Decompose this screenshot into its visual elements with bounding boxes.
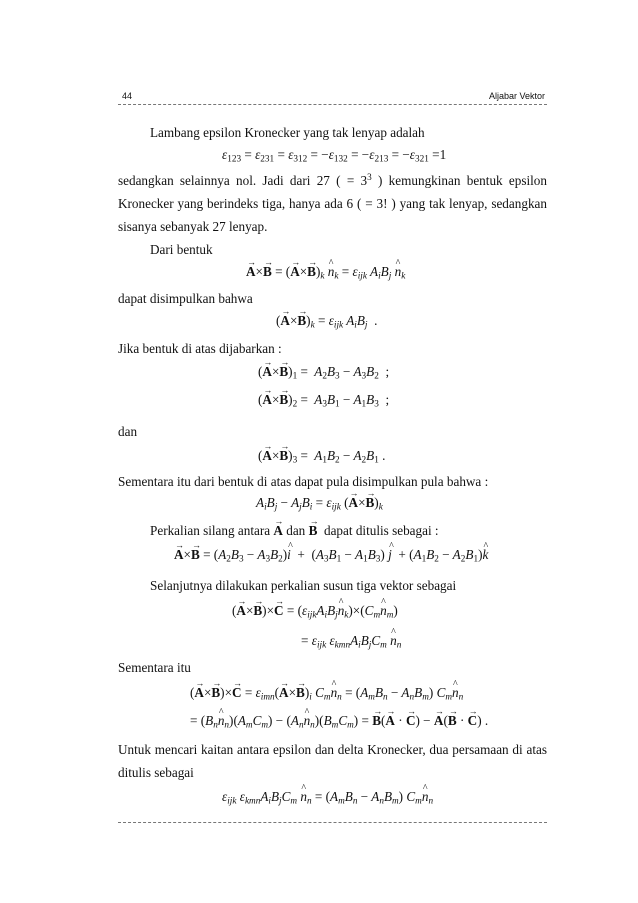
paragraph-sementara-itu-2: Sementara itu <box>118 660 191 675</box>
equation-epsilon-values: $\varepsilon_{123} = \varepsilon_{231} = \varepsilon_{312} = -\varepsilon_{132} = -\varepsilon_{213} = -\varepsilon_{321} =1$ <box>222 147 447 164</box>
paragraph-dari-bentuk: Dari bentuk <box>150 242 213 257</box>
paragraph-sementara-itu-1: Sementara itu dari bentuk di atas dapat pula disimpulkan pula bahwa : <box>118 474 489 489</box>
equation-component-2: (→ $A\times\to B)_2 = A_3B_1 - A_1B_3$ ; <box>258 392 389 408</box>
equation-cross-product-1: → A×→ B = (→ $A\times\to B)_k$ ^ $n_k = \varepsilon_{ijk}$ $A_iB_j$ ^ $n_k$ <box>246 264 405 280</box>
paragraph-dijabarkan: Jika bentuk di atas dijabarkan : <box>118 341 282 356</box>
page-number: 44 <box>122 91 133 101</box>
equation-triple-4: = ($B_n\^{}$ $n_n)(A_mC_m)$ − ($A_n\^{}$ $n_n)(B_mC_m)$ = → B(→ A · → C) − → A(→ B · → C) . <box>190 713 488 729</box>
running-title: Aljabar Vektor <box>488 91 545 101</box>
equation-triple-2: = $\varepsilon_{ijk}$ $\varepsilon_{kmn}A_iB_jC_m$ ^ $n_n$ <box>301 633 401 649</box>
equation-component-3: (→ $A\times\to B)_3 = A_1B_2 - A_2B_1$ . <box>258 448 385 464</box>
paragraph-perkalian-susun: Selanjutnya dilakukan perkalian susun tiga vektor sebagai <box>150 578 457 593</box>
paragraph-dan: dan <box>118 424 138 439</box>
paragraph-kaitan-line-2: ditulis sebagai <box>118 765 194 780</box>
paragraph-line-2: Kronecker yang berindeks tiga, hanya ada 6 ( = 3! ) yang tak lenyap, sedangkan <box>118 196 547 211</box>
paragraph-perkalian-silang: Perkalian silang antara → A dan → B dapat ditulis sebagai : <box>150 523 439 539</box>
equation-triple-1: (→ $A\times\to B)\times\to C = (\varepsilon_{ijk}A_iB_j\^{}$ $n_k)\times(C_m\^{}$ $n_m$) <box>232 603 398 619</box>
page-header <box>118 88 547 102</box>
header-rule <box>118 104 547 105</box>
paragraph-line-1: sedangkan selainnya nol. Jadi dari 27 ( = $3^3$ ) kemungkinan bentuk epsilon <box>118 171 547 188</box>
equation-component-k: (→ $A\times\to B)_k = \varepsilon_{ijk}$ $A_iB_j$ . <box>276 313 377 329</box>
paragraph-kaitan-line-1: Untuk mencari kaitan antara epsilon dan delta Kronecker, dua persamaan di atas <box>118 742 547 757</box>
paragraph-disimpulkan: dapat disimpulkan bahwa <box>118 291 253 306</box>
equation-antisymmetric: $A_iB_j - A_jB_i = \varepsilon_{ijk}$ (→ $A\times\to B)_k$ <box>256 495 383 511</box>
paragraph-line-3: sisanya sebanyak 27 lenyap. <box>118 219 268 234</box>
footer-rule <box>118 822 547 823</box>
equation-triple-3: (→ $A\times\to B)\times\to C = \varepsilon_{imn}(\to A\times\to B)_i$ $C_m\^{}$ $n_n = (A_mB_n - A_nB_m)$ $C_m\^{}$ $n_n$ <box>190 685 463 701</box>
equation-cross-product-expanded: → $A\times\to B = (A_2B_3$ − $A_3B_2)\^{}$ $i + (A_3B_1 - A_1B_3)$ ^ $j + (A_1B_2$ − $A_2B_1)\^{}$ k <box>174 547 488 563</box>
paragraph-levi-civita-intro: Lambang epsilon Kronecker yang tak lenyap adalah <box>150 125 425 140</box>
equation-epsilon-delta: $\varepsilon_{ijk}$ $\varepsilon_{kmn}A_iB_jC_m$ ^ $n_n = (A_mB_n - A_nB_m)$ $C_m\^{}$ $n_n$ <box>222 789 433 805</box>
equation-component-1: (→ $A\times\to B)_1 = A_2B_3 - A_3B_2$ ; <box>258 364 389 380</box>
